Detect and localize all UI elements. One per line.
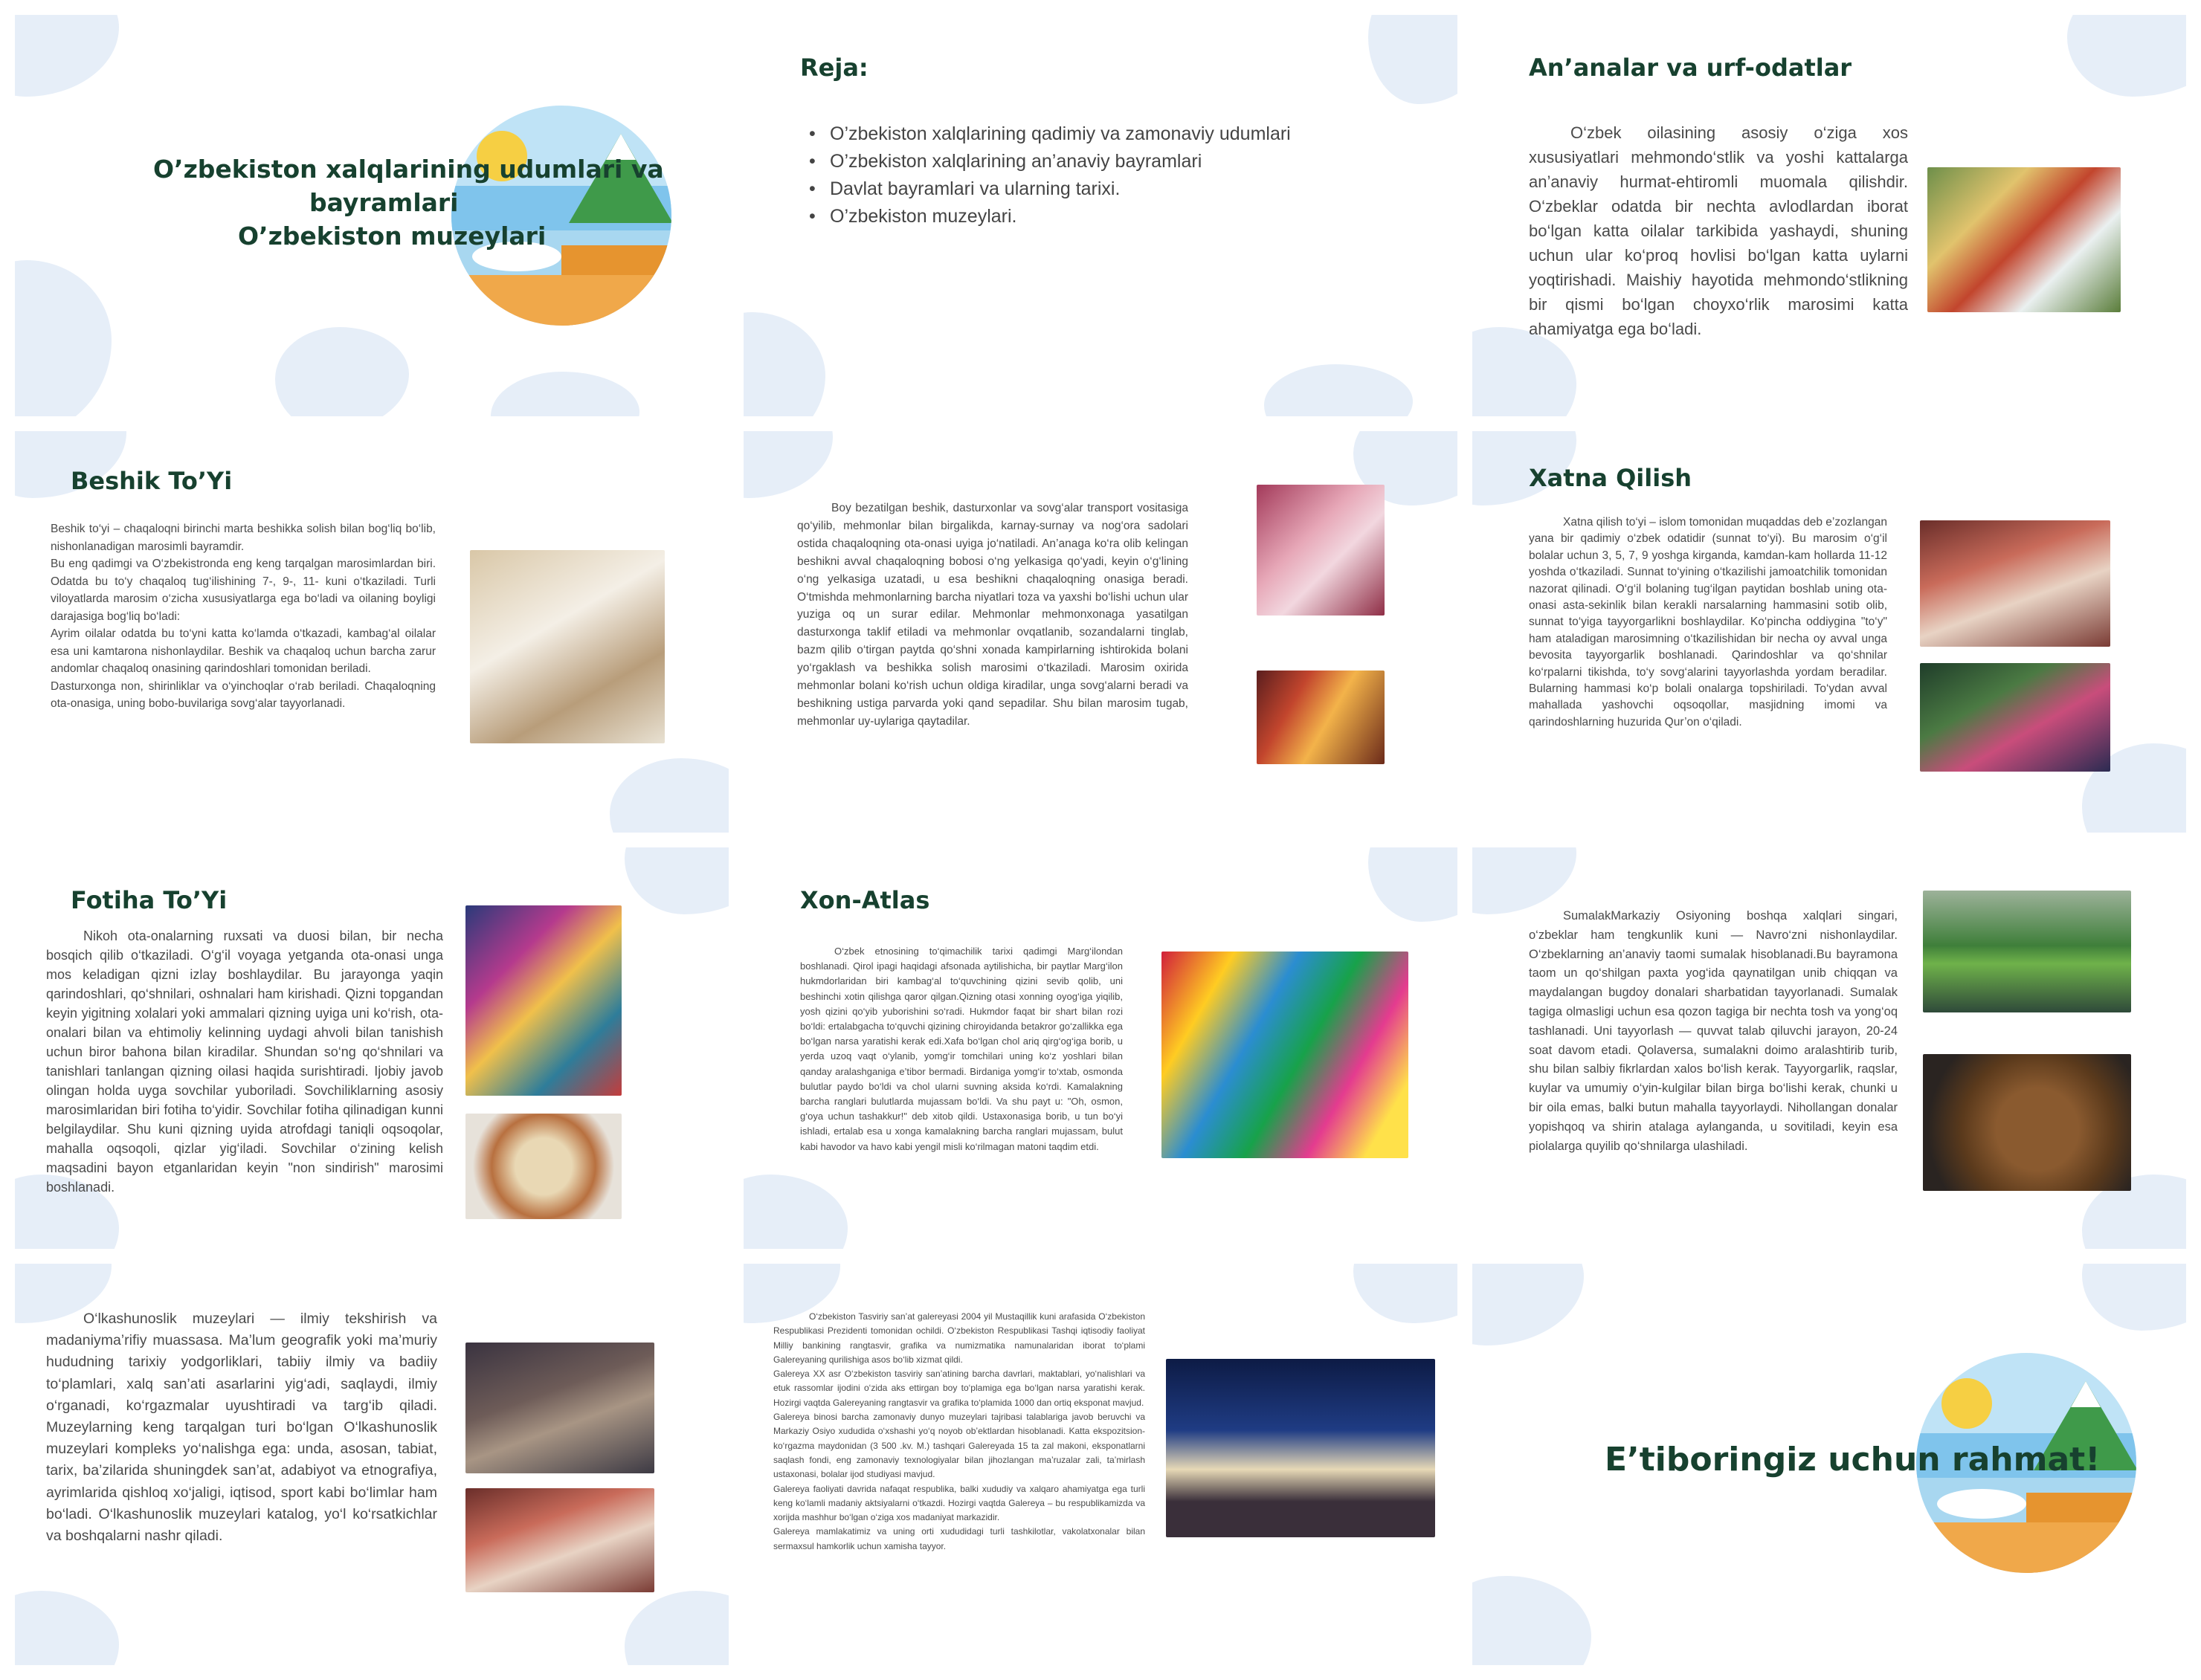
traditions-title: An’analar va urf-odatlar: [1529, 54, 1852, 82]
decorative-blob: [625, 847, 729, 914]
traditions-text: O‘zbek oilasining asosiy o‘ziga xos xususiyatlari mehmondo‘stlik va yoshi kattalarga an’anaviy hurmat-ehtiromli muomala qilishdir. O‘zbeklar odatda bir nechta avlodlardan iborat bo‘lgan katta oilalar tarkibida yashaydi, shuning uchun ular ko‘proq hovlisi bo‘lgan katta uylarni yoqtirishadi. Maishiy hayotida mehmondo‘stlikning bir qismi bo‘lgan choyxo‘rlik marosimi katta ahamiyatga ega bo‘ladi.: [1529, 123, 1908, 338]
slide-title: [15, 15, 729, 416]
slide-fotiha-toyi: [15, 847, 729, 1249]
decorative-blob: [2082, 1264, 2186, 1331]
plan-item: • O’zbekiston muzeylari.: [803, 203, 1291, 230]
slide-traditions: [1472, 15, 2186, 416]
gallery-text: O‘zbekiston Tasviriy san’at galereyasi 2004 yil Mustaqillik kuni arafasida O‘zbekiston Respublikasi Prezidenti tomonidan ochildi. O‘zbekiston Respublikasi Tashqi iqtisodiy faoliyat Milliy bankining rangtasvir, grafika va numizmatika namunalaridan iborat to‘plami Galereyaning qurilishiga asos bo‘lib xizmat qildi. Galereya XX asr O‘zbekiston tasviriy san’atining barcha davrlari, maktablari, yo‘nalishlari va etuk rassomlar ijodini o‘zida aks ettirgan boy to‘plamiga ega bo‘lgan narsa yaratishi kerak. Hozirgi vaqtda Galereyaning rangtasvir va grafika to‘plamida 1000 dan ortiq eksponat mavjud. Galereya binosi barcha zamonaviy dunyo muzeylari tajribasi talablariga javob beruvchi va Markaziy Osiyo xududida o‘xshashi yo‘q noyob ob’ektlardan hisoblanadi. Katta ekspozitsion-ko‘rgazma maydonidan (3 500 .kv. M.) tashqari Galereyada 15 ta zal makoni, eksponatlarni saqlash fondi, eng zamonaviy texnologiyalar bilan jihozlangan ma’ruzalar zali, ta’mirlash ustaxonasi, bolalar ijod studiyasi mavjud. Galereya faoliyati davrida nafaqat respublika, balki xududiy va xalqaro ahamiyatga ega turli keng ko‘lamli madaniy aktsiyalarni o‘tkazdi. Hozirgi vaqtda Galereya – bu respublikamizda va xorijda mashhur bo‘lgan o‘ziga xos madaniyat markazidir. Galereya mamlakatimiz va uning orti xududidagi turli tashkilotlar, vakolatxonalar bilan sermaxsul hamkorlik uchun xamisha tayyor.: [773, 1311, 1145, 1551]
decorative-blob: [1353, 1264, 1457, 1323]
slide-plan: [744, 15, 1457, 416]
slide-xatna-qilish: [1472, 431, 2186, 833]
decorative-blob: [744, 312, 825, 416]
traditions-photo-collage: [1927, 167, 2121, 312]
slide-beshik-continued: [744, 431, 1457, 833]
sumalak-photo-sprouts: [1923, 891, 2131, 1012]
decorative-blob: [1368, 847, 1457, 922]
title-line-2: bayramlari: [309, 188, 459, 217]
decorative-blob: [744, 1175, 848, 1249]
xon-atlas-photo-silk: [1161, 952, 1408, 1158]
plan-item: • Davlat bayramlari va ularning tarixi.: [803, 175, 1291, 203]
decorative-blob: [744, 431, 833, 498]
landscape-illustration: [450, 104, 673, 327]
thank-you-title: E’tiboringiz uchun rahmat!: [1605, 1441, 2101, 1479]
decorative-blob: [625, 1591, 729, 1665]
gallery-photo-building: [1166, 1359, 1435, 1537]
slide-thank-you: [1472, 1264, 2186, 1665]
decorative-blob: [1472, 1264, 1584, 1345]
beshik-text: Beshik to‘yi – chaqaloqni birinchi marta beshikka solish bilan bog‘liq bo‘lib, nishonlanadigan marosimli bayramdir. Bu eng qadimgi va O‘zbekistronda eng keng tarqalgan marosimlardan biri. Odatda bu to‘y chaqaloq tug‘ilishining 7-, 9-, 11- kuni o‘tkaziladi. Turli viloyatlarda marosim o‘zicha xususiyatlarga ega bo‘ladi va oilaning boyligi darajasiga bog‘liq bo‘ladi: Ayrim oilalar odatda bu to‘yni katta ko‘lamda o‘tkazadi, kambag‘al oilalar esa uni kamtarona nishonlaydilar. Beshik va chaqaloq uchun barcha zarur andomlar chaqaloq onasining qarindoshlari tomonidan beriladi. Dasturxonga non, shirinliklar va o‘yinchoqlar o‘rab beriladi. Chaqaloqning ota-onasiga, uning bobo-buvilariga sovg‘alar tayyorlanadi.: [51, 523, 436, 710]
plan-list: [803, 120, 1291, 230]
xatna-text: Xatna qilish to‘yi – islom tomonidan muqaddas deb e’zozlangan yana bir qadimiy o‘zbek odatidir (sunnat to‘yi). Bu marosim o‘g‘il bolalar uchun 3, 5, 7, 9 yoshga kirganda, kamdan-kam hollarda 11-12 yoshda o‘tkaziladi. Sunnat to‘yining o‘tkazilishi jamoatchilik tomonidan nazorat qilinadi. O‘g‘il bolaning tug‘ilgan paytidan boshlab uning ota-onasi asta-sekinlik bilan kerakli narsalarning hammasini sotib olib, sunnat to‘yiga tayyorgarlikni boshlaydilar. Ko‘pincha oddiygina "to‘y" ham ataladigan marosimning o‘tkazilishidan bir necha oy avval unga bevosita tayyorgarlik boshlanadi. Qarindoshlar va qo‘shnilar ko‘rpalarni tikishda, to‘y sovg‘alarini tayyorlashda yordam beradilar. Bularning hammasi ko‘p bolali onalarga topshiriladi. To‘ydan avval mahallada yashovchi oqsoqollar, masjidning imomi va qarindoshlarning huzurida Qur’on o‘qiladi.: [1529, 516, 1887, 728]
fotiha-text: Nikoh ota-onalarning ruxsati va duosi bilan, bir necha bosqich qilib o‘tkaziladi. O‘g‘il voyaga yetganda ota-onasi unga mos keladigan qizni izlay boshlaydilar. Bu jarayonga yaqin qarindoshlari, qo‘shnilari, oshnalari ham kirishadi. Qizni topgandan keyin yigitning xolalari yoki ammalari qizning uyiga uni ko‘rish, ota-onalari bilan va ehtimoliy kelinning uydagi ahvoli bilan tanishish uchun biror bahona bilan kiradilar. Shundan so‘ng qo‘shnilari va tanishlari tanlangan qizning oilasi haqida surishtiradi. Ijobiy javob olingan holda uyga sovchilar yuboriladi. Sovchiliklarning asosiy marosimlaridan biri fotiha to‘yidir. Sovchilar fotiha qilinadigan kunni belgilaydilar. Shu kuni qizning uyida atrofdagi taniqli oqsoqolar, mahalla oqsoqoli, qizlar yig‘iladi. Sovchilar o‘zining kelish maqsadini bayon etganlaridan keyin "non sindirish" marosimi boshlanadi.: [46, 928, 443, 1195]
slide-museums: [15, 1264, 729, 1665]
sumalak-photo-pot: [1923, 1054, 2131, 1191]
xatna-title: Xatna Qilish: [1529, 464, 1692, 492]
decorative-blob: [610, 758, 729, 833]
sumalak-text: SumalakMarkaziy Osiyoning boshqa xalqlari singari, o‘zbeklar ham tengkunlik kuni — Navro‘zni nishonlaydilar. O‘zbeklarning an’anaviy taomi sumalak hisoblanadi.Bu bayramona taom un qo‘shilgan paxta yog‘ida qaynatilgan unib chiqqan va maydalangan bugdoy donalari sharbatidan tayyorlanadi. Sumalak tagiga olmasligi uchun esa qozon tagiga bir nechta tosh va yong‘oq tashlanadi. Uni tayyorlash — quvvat talab qiluvchi jarayon, 20-24 soat davom etadi. Qolaversa, sumalakni doimo aralashtirib turib, shu bilan salbiy fikrlardan xalos bo‘lish kerak. Tayyorgarlik, raqslar, kuylar va umumiy o‘yin-kulgilar bilan birga bo‘lishi kerak, chunki u bir oila emas, balki butun mahalla tayyorlaydi. Nihollangan donalar yopishqoq va shirin atalaga aylanganda, u sovitiladi, keyin esa piolalarga quyilib qo‘shnilarga ulashiladi.: [1529, 909, 1898, 1153]
xatna-photo-boy: [1920, 520, 2110, 647]
decorative-blob: [1264, 364, 1413, 416]
decorative-blob: [1472, 1576, 1591, 1665]
plan-item: • O’zbekiston xalqlarining an’anaviy bayramlari: [803, 148, 1291, 175]
slide-sumalak: [1472, 847, 2186, 1249]
plan-title: Reja:: [800, 54, 869, 82]
decorative-blob: [15, 1591, 119, 1665]
slide-xon-atlas: [744, 847, 1457, 1249]
slide-art-gallery: [744, 1264, 1457, 1665]
decorative-blob: [15, 15, 119, 97]
xon-atlas-title: Xon-Atlas: [800, 886, 930, 914]
decorative-blob: [1472, 847, 1576, 914]
slide-beshik-toyi: [15, 431, 729, 833]
fotiha-title: Fotiha To’Yi: [71, 886, 228, 914]
museums-text: O‘lkashunoslik muzeylari — ilmiy tekshirish va madaniyma’rifiy muassasa. Ma’lum geografik yoki ma’muriy hududning tarixiy yodgorliklari, tabiiy ilmiy va badiiy to‘plamlari, xalq san’ati asarlarini yig‘adi, saqlaydi, ilmiy o‘rganadi, ko‘rgazmalar uyushtiradi va targ‘ib qiladi. Muzeylarning keng tarqalgan turi bo‘lgan O‘lkashunoslik muzeylari kompleks yo‘nalishga ega: unda, asosan, tabiat, tarix, ba’zilarida shuningdek san’at, adabiyot va etnografiya, ayrimlarida qishloq xo‘jaligi, iqtisod, sport kabi bo‘limlar ham bo‘ladi. O‘lkashunoslik muzeylari katalog, yo‘l ko‘rsatkichlar va boshqalarni nashr qiladi.: [46, 1311, 437, 1545]
plan-item: • O’zbekiston xalqlarining qadimiy va zamonaviy udumlari: [803, 120, 1291, 148]
title-line-3: O’zbekiston muzeylari: [238, 222, 547, 251]
beshik-title: Beshik To’Yi: [71, 467, 233, 495]
xon-atlas-text: O‘zbek etnosining to‘qimachilik tarixi qadimgi Marg‘ilondan boshlanadi. Qirol ipagi haqidagi afsonada aytilishicha, bir paytlar Marg‘ilon hukmdorlaridan biri kambag‘al to‘quvchining qizini sevib qolib, uni beshinchi xotin qilishga qaror qilgan.Qizning otasi xonning oyog‘iga yiqilib, yosh qizini qo‘yib yuborishini so‘radi. Hukmdor faqat bir shart bilan rozi bo‘ldi: ertalabgacha to‘quvchi qizining chiroyidanda betakror go‘zallikka ega bo‘lgan narsa yaratishi kerak edi.Xafa bo‘lgan chol ariq qirg‘og‘iga borib, u yerda uzoq vaqt o‘ylanib, yomg‘ir tomchilari uning ko‘z yoshlari bilan qanday aralashganiga e’tibor bermadi. Birdaniga yomg‘ir to‘xtab, osmonda bulutlar paydo bo‘ldi va chol ularni suvning aksida ko‘rdi. Kamalakning barcha ranglari bulutlarda mujassam bo‘ldi. Va shu payt u: "Oh, osmon, g‘oya uchun tashakkur!" deb xitob qildi. Ustaxonasiga borib, u tun bo‘yi ishladi, ertalab esa u xonga kamalakning barcha ranglari mujassam, bulut kabi havodor va havo kabi yengil misli ko‘rilmagan matoni taqdim etdi.: [800, 946, 1123, 1152]
decorative-blob: [491, 372, 639, 416]
decorative-blob: [1368, 15, 1457, 104]
fotiha-photo-ceremony: [465, 905, 622, 1096]
fotiha-photo-bread: [465, 1114, 622, 1219]
decorative-blob: [2067, 15, 2186, 97]
beshik-continued-text: Boy bezatilgan beshik, dasturxonlar va sovg‘alar transport vositasiga qo‘yilib, mehmonlar bilan birgalikda, karnay-surnay va nog‘ora sadolari ostida chaqaloqning ota-onasi uyiga jo‘natiladi. An’anaga ko‘ra olib kelingan beshikni avval chaqaloqning bobosi o‘ng yelkasiga qo‘yadi, keyin o‘g‘lining o‘ng yelkasiga uzatadi, u esa beshikni chaqaloqning onasiga beradi. O‘tmishda mehmonlarning barcha niyatlari toza va yaxshi bo‘lishi uchun ular yuziga oq un surar edilar. Mehmonlar mehmonxonaga yasatilgan dasturxonga taklif etiladi va mehmonlar ovqatlanib, sozandalarni tinglab, bazm qilib o‘tirgan paytda qo‘shni xonada kampirlarning ishtirokida bolani yo‘rgaklash va beshikka solish marosimi o‘tkaziladi. Marosim oxirida mehmonlar bolani ko‘rish uchun oldiga kiradilar, unga sovg‘alarni beradi va beshikning ustiga parvarda yoki qand sepadilar. Shu bilan marosim tugab, mehmonlar uy-uylariga qaytadilar.: [797, 502, 1188, 728]
decorative-blob: [275, 327, 409, 416]
beshik-photo-cradle: [470, 550, 665, 743]
museum-photo-hall: [465, 1488, 654, 1592]
decorative-blob: [15, 260, 112, 416]
xatna-photo-celebration: [1920, 663, 2110, 772]
beshik-photo-pink-cradle: [1257, 485, 1385, 616]
title-line-1: O’zbekiston xalqlarining udumlari va: [153, 155, 664, 184]
museum-photo-exhibits: [465, 1343, 654, 1473]
beshik-photo-gifts: [1257, 671, 1385, 764]
